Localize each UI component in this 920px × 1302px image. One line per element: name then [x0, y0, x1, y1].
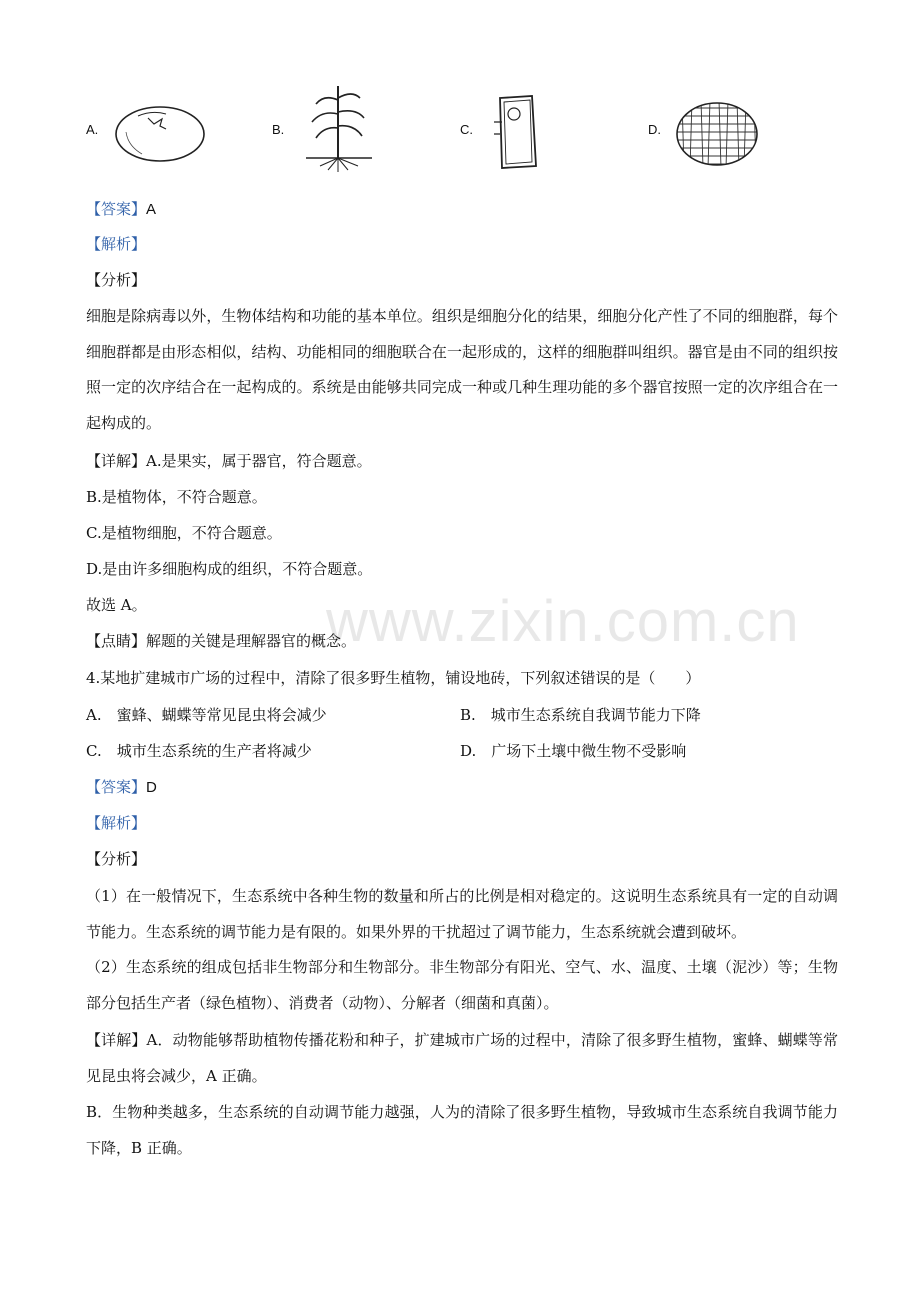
q4-xiangjie-tag: 【详解】 [86, 1031, 147, 1049]
watermark: www.zixin.com.cn [326, 589, 800, 654]
option-a-label: A. [86, 122, 99, 137]
q3-answer-value: A [146, 201, 157, 218]
option-d-label: D. [648, 122, 661, 137]
q4-choice-c: C. 城市生态系统的生产者将减少 [86, 742, 312, 760]
plant-cell-figure [492, 92, 542, 172]
plant-figure [302, 80, 376, 174]
q4-choice-a: A. 蜜蜂、蝴蝶等常见昆虫将会减少 [86, 706, 327, 724]
q4-analysis-tag: 【解析】 [86, 814, 147, 832]
q4-xiangjie-a-para [86, 1023, 838, 1094]
q3-line-c: C.是植物细胞，不符合题意。 [86, 524, 282, 542]
q3-fenxi-text: 细胞是除病毒以外，生物体结构和功能的基本单位。组织是细胞分化的结果，细胞分化产性了不同的细胞群，每个细胞群都是由形态相似，结构、功能相同的细胞联合在一起形成的，这样的细胞群叫组织。器官是由不同的组织按照一定的次序结合在一起构成的。系统是由能够共同完成一种或几种生理功能的多个器官按照一定的次序组合在一起构成的。 [86, 307, 838, 432]
q4-answer-value: D [146, 779, 157, 796]
q4-answer-line [86, 777, 157, 798]
q3-dianjing-line [86, 631, 356, 651]
q4-fenxi-p2: （2）生态系统的组成包括非生物部分和生物部分。非生物部分有阳光、空气、水、温度、土壤（泥沙）等；生物部分包括生产者（绿色植物）、消费者（动物）、分解者（细菌和真菌）。 [86, 958, 838, 1012]
q4-answer-tag: 【答案】 [86, 778, 147, 796]
q4-fenxi-p1: （1）在一般情况下，生态系统中各种生物的数量和所占的比例是相对稳定的。这说明生态系统具有一定的自动调节能力。生态系统的调节能力是有限的。如果外界的干扰超过了调节能力，生态系统就会遭到破坏。 [86, 887, 838, 941]
q3-line-b: B.是植物体，不符合题意。 [86, 488, 267, 506]
option-c-label: C. [460, 122, 473, 137]
q3-dianjing-text: 解题的关键是理解器官的概念。 [146, 632, 357, 650]
q4-choice-b: B. 城市生态系统自我调节能力下降 [460, 706, 701, 724]
tissue-figure [674, 100, 760, 168]
q3-fenxi-tag: 【分析】 [86, 271, 147, 289]
tomato-fruit-figure [112, 102, 208, 164]
q4-choice-d: D. 广场下土壤中微生物不受影响 [460, 742, 687, 760]
q3-line-d: D.是由许多细胞构成的组织，不符合题意。 [86, 560, 373, 578]
q4-xiangjie-b: B．生物种类越多，生态系统的自动调节能力越强，人为的清除了很多野生植物，导致城市生态系统自我调节能力下降，B 正确。 [86, 1103, 838, 1157]
q4-xiangjie-a: A．动物能够帮助植物传播花粉和种子，扩建城市广场的过程中，清除了很多野生植物，蜜蜂、蝴蝶等常见昆虫将会减少，A 正确。 [86, 1031, 838, 1085]
q3-answer-line [86, 199, 156, 220]
q3-dianjing-tag: 【点睛】 [86, 632, 147, 650]
q3-xiangjie-line [86, 451, 372, 471]
q3-answer-tag: 【答案】 [86, 200, 147, 218]
q3-conclusion: 故选 A。 [86, 596, 147, 614]
q3-xiangjie-a: A.是果实，属于器官，符合题意。 [146, 452, 372, 470]
q4-fenxi-tag: 【分析】 [86, 850, 147, 868]
q3-xiangjie-tag: 【详解】 [86, 452, 147, 470]
q4-question: 4.某地扩建城市广场的过程中，清除了很多野生植物，铺设地砖，下列叙述错误的是（ ） [86, 669, 701, 687]
option-b-label: B. [272, 122, 285, 137]
q3-analysis-tag: 【解析】 [86, 235, 147, 253]
